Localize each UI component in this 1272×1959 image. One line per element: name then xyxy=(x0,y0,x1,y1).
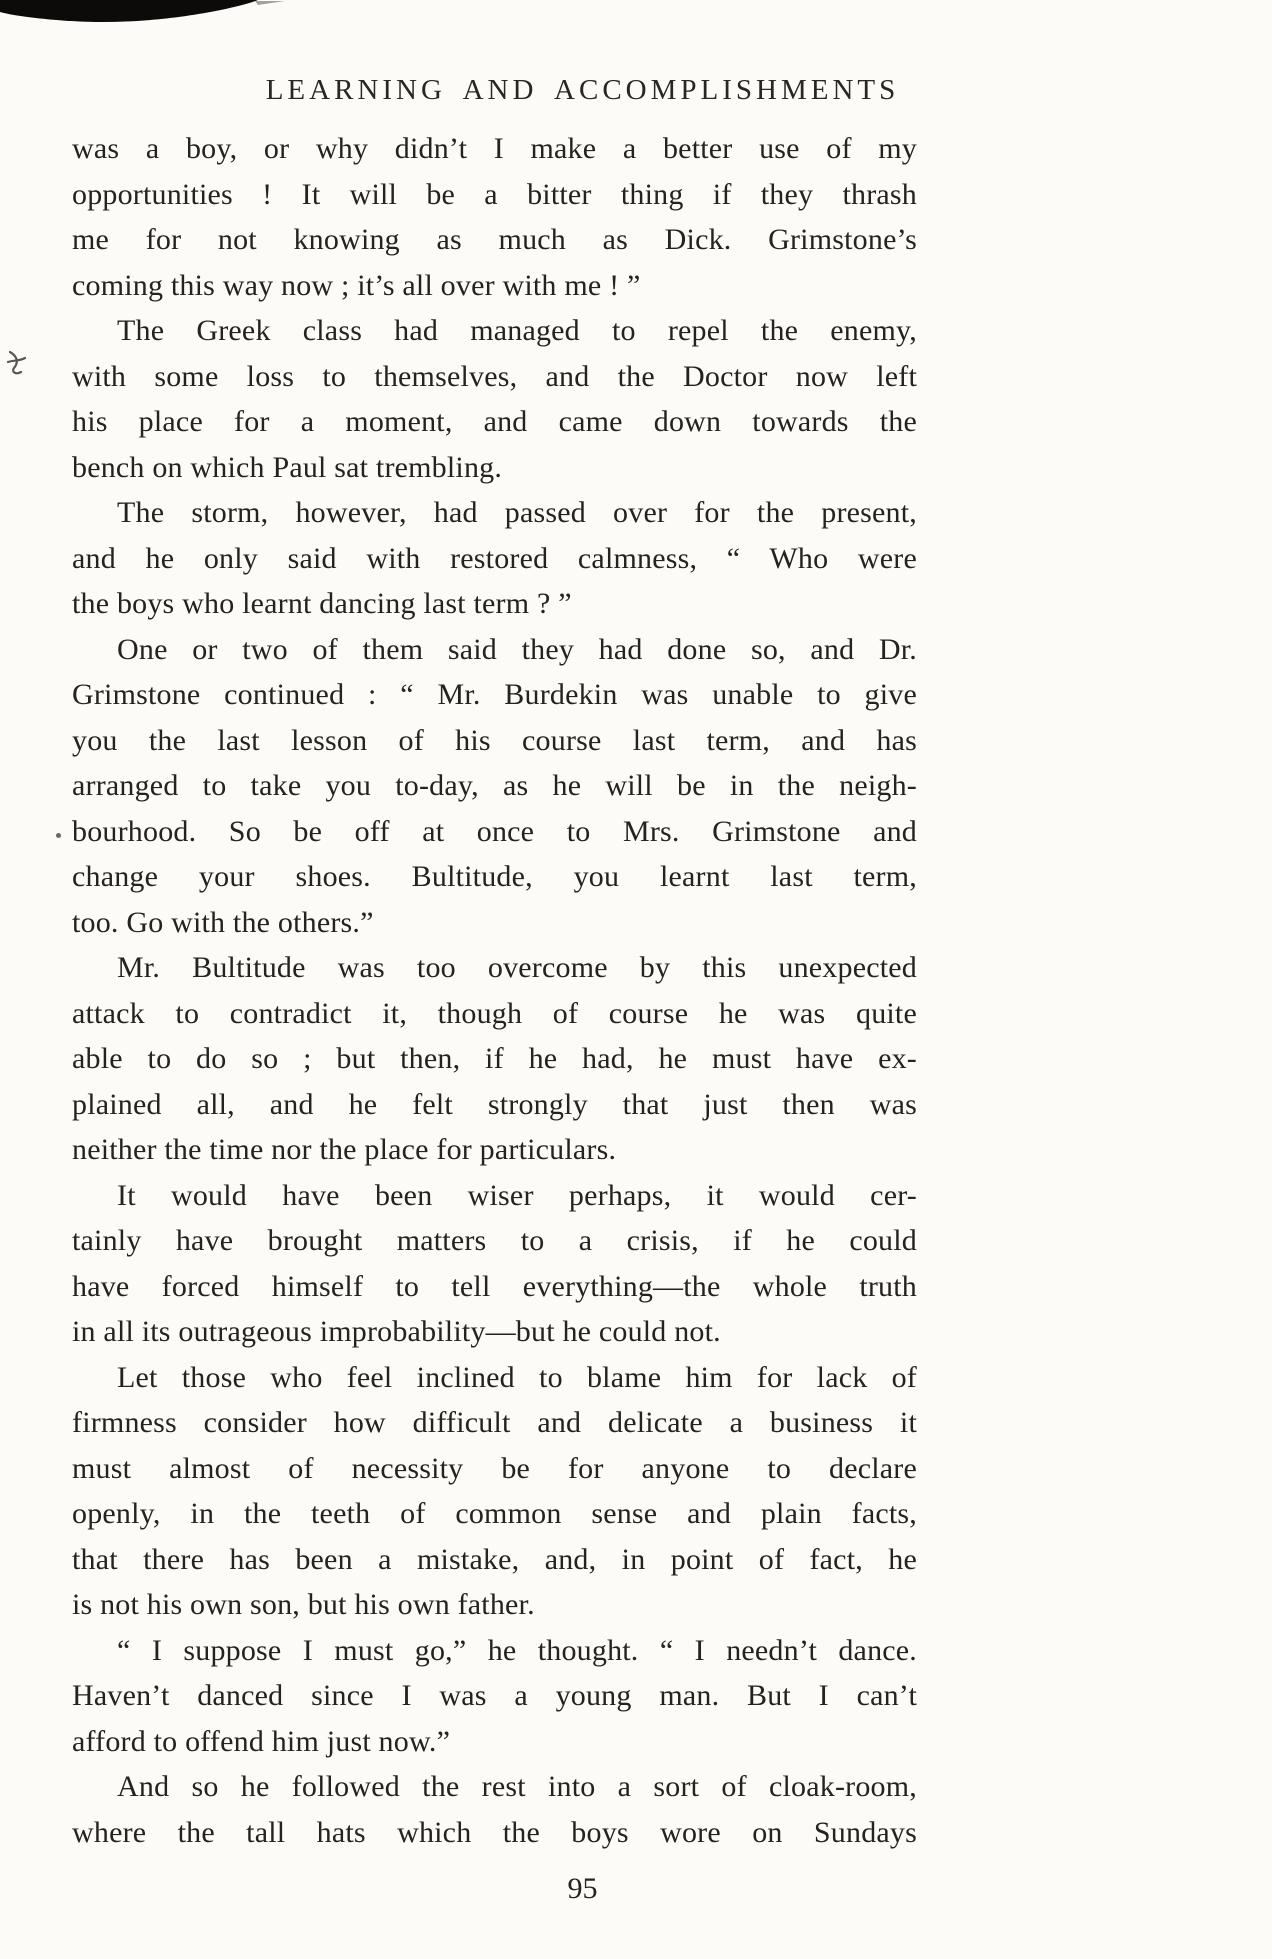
text-line: Mr. Bultitude was too overcome by this unexpected xyxy=(117,951,917,984)
text-line: the boys who learnt dancing last term ? ” xyxy=(72,587,572,620)
text-line: attack to contradict it, though of course he was quite xyxy=(72,996,917,1030)
text-line: coming this way now ; it’s all over with me ! ” xyxy=(72,268,641,302)
text-line: was a boy, or why didn’t I make a better use of my xyxy=(72,132,917,165)
text-line: And so he followed the rest into a sort of cloak-room, xyxy=(117,1770,917,1803)
text-line: The storm, however, had passed over for the present, xyxy=(117,496,917,529)
text-line: One or two of them said they had done so, and Dr. xyxy=(117,632,917,666)
text-line: tainly have brought matters to a crisis, if he could xyxy=(72,1224,917,1257)
text-block xyxy=(72,126,917,1855)
text-line: change your shoes. Bultitude, you learnt last term, xyxy=(72,860,917,893)
top-edge-scan-artifact xyxy=(0,0,300,40)
text-line: with some loss to themselves, and the Doctor now left xyxy=(72,359,917,393)
text-line: his place for a moment, and came down towards the xyxy=(72,405,917,438)
text-line: in all its outrageous improbability—but he could not. xyxy=(72,1315,721,1348)
text-line: have forced himself to tell everything—the whole truth xyxy=(72,1269,917,1303)
text-line: where the tall hats which the boys wore on Sundays xyxy=(72,1815,917,1849)
text-line: It would have been wiser perhaps, it would cer- xyxy=(117,1178,917,1212)
stray-dot-artifact xyxy=(56,833,61,838)
text-line: The Greek class had managed to repel the enemy, xyxy=(117,314,917,347)
text-line: Haven’t danced since I was a young man. But I can’t xyxy=(72,1679,917,1712)
text-line: “ I suppose I must go,” he thought. “ I needn’t dance. xyxy=(117,1633,917,1667)
text-line: afford to offend him just now.” xyxy=(72,1724,451,1758)
text-line: Grimstone continued : “ Mr. Burdekin was unable to give xyxy=(72,678,917,711)
text-line: must almost of necessity be for anyone to declare xyxy=(72,1451,917,1485)
text-line: that there has been a mistake, and, in point of fact, he xyxy=(72,1542,917,1576)
ink-squiggle xyxy=(4,348,30,378)
text-line: openly, in the teeth of common sense and plain facts, xyxy=(72,1497,917,1530)
page-number: 95 xyxy=(567,1872,598,1905)
text-line: able to do so ; but then, if he had, he must have ex- xyxy=(72,1042,917,1075)
text-line: arranged to take you to-day, as he will be in the neigh- xyxy=(72,769,917,802)
running-header: LEARNING AND ACCOMPLISHMENTS xyxy=(265,74,900,106)
text-line: too. Go with the others.” xyxy=(72,905,374,939)
text-line: neither the time nor the place for particulars. xyxy=(72,1133,617,1166)
text-line: is not his own son, but his own father. xyxy=(72,1588,535,1621)
text-line: me for not knowing as much as Dick. Grimstone’s xyxy=(72,223,917,256)
margin-ink-mark xyxy=(4,348,30,378)
text-line: you the last lesson of his course last term, and has xyxy=(72,723,917,757)
text-line: plained all, and he felt strongly that just then was xyxy=(72,1087,917,1121)
text-line: and he only said with restored calmness, “ Who were xyxy=(72,541,917,575)
text-line: Let those who feel inclined to blame him for lack of xyxy=(117,1360,917,1394)
text-line: opportunities ! It will be a bitter thing if they thrash xyxy=(72,177,917,211)
text-line: bench on which Paul sat trembling. xyxy=(72,450,503,484)
text-line: bourhood. So be off at once to Mrs. Grimstone and xyxy=(72,814,917,848)
text-line: firmness consider how difficult and delicate a business it xyxy=(72,1406,917,1439)
scan-artifact-shape xyxy=(0,0,300,40)
